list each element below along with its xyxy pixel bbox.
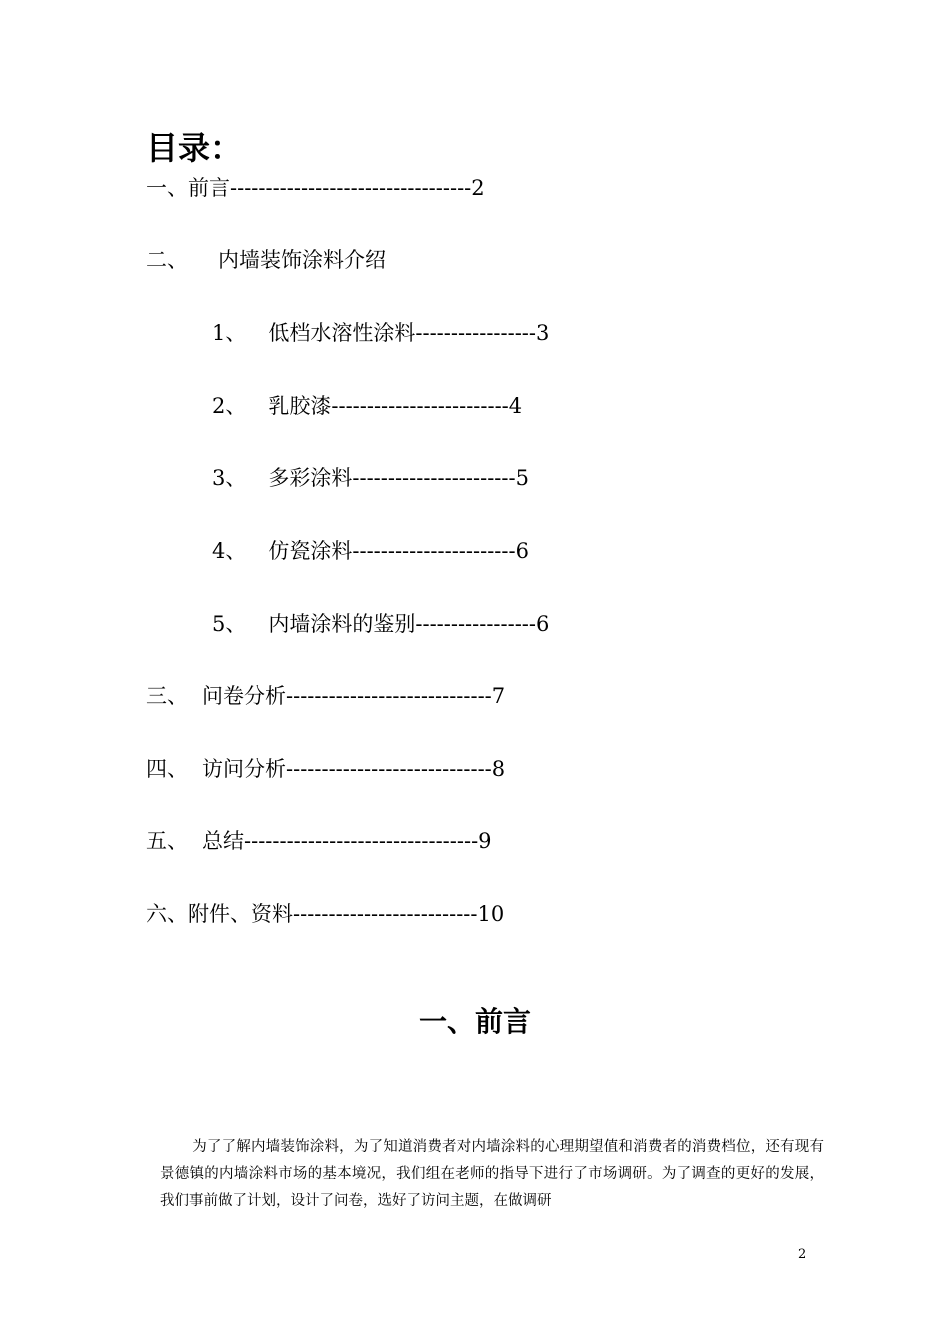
toc-entry-leader: -----------------------------	[286, 757, 492, 781]
toc-entry-page: 6	[515, 539, 529, 563]
toc-entry	[212, 464, 529, 492]
toc-entry-label: 访问分析	[202, 757, 286, 781]
toc-entry-number: 六、	[146, 902, 188, 926]
toc-entry-leader: ---------------------------------	[244, 829, 479, 853]
toc-entry-page: 10	[477, 902, 505, 926]
section-heading: 一、前言	[418, 1005, 531, 1038]
toc-entry-page: 8	[491, 757, 506, 781]
toc-entry	[146, 900, 504, 928]
toc-entry	[146, 246, 386, 274]
toc-entry-label: 低档水溶性涂料	[268, 321, 416, 345]
toc-entry-leader: -------------------------	[331, 394, 509, 418]
toc-entry	[146, 682, 505, 710]
toc-entry-label: 多彩涂料	[268, 466, 353, 490]
toc-entry	[212, 537, 529, 565]
toc-entry-number: 二、	[146, 248, 188, 272]
toc-entry-page: 9	[478, 829, 492, 853]
toc-entry-label: 附件、资料	[188, 902, 293, 926]
toc-entry-number: 三、	[146, 684, 188, 708]
toc-entry-page: 2	[471, 176, 485, 200]
toc-entry-leader: -----------------------	[352, 466, 516, 490]
toc-entry-leader: -----------------------------	[286, 684, 492, 708]
toc-entry	[212, 610, 549, 638]
toc-entry	[212, 392, 522, 420]
toc-entry-page: 3	[536, 321, 550, 345]
toc-entry-page: 5	[515, 466, 529, 490]
toc-entry-number: 1、	[212, 321, 247, 345]
toc-entry-page: 6	[536, 612, 550, 636]
toc-entry-page: 7	[491, 684, 506, 708]
toc-entry-leader: ----------------------------------	[230, 176, 472, 200]
toc-entry-number: 五、	[146, 829, 188, 853]
toc-entry-page: 4	[508, 394, 523, 418]
toc-entry-number: 4、	[212, 539, 247, 563]
toc-entry	[146, 174, 485, 202]
toc-entry-label: 总结	[202, 829, 244, 853]
toc-title: 目录：	[146, 129, 243, 167]
toc-entry-label: 仿瓷涂料	[268, 539, 353, 563]
toc-entry-leader: --------------------------	[293, 902, 478, 926]
body-paragraph-text: 为了了解内墙装饰涂料，为了知道消费者对内墙涂料的心理期望值和消费者的消费档位，还有现有景德镇的内墙涂料市场的基本境况，我们组在老师的指导下进行了市场调研。为了调查的更好的发展，我们事前做了计划，设计了问卷，选好了访问主题，在做调研	[160, 1139, 824, 1209]
toc-entry-number: 四、	[146, 757, 188, 781]
toc-entry-number: 3、	[212, 466, 247, 490]
toc-entry	[212, 319, 549, 347]
toc-entry-leader: -----------------	[415, 612, 537, 636]
toc-entry-number: 5、	[212, 612, 247, 636]
page-number: 2	[798, 1247, 807, 1262]
toc-entry-leader: -----------------	[415, 321, 537, 345]
toc-entry-leader: -----------------------	[352, 539, 516, 563]
toc-entry-label: 乳胶漆	[268, 394, 332, 418]
toc-entry-number: 2、	[212, 394, 247, 418]
toc-entry-label: 前言	[188, 176, 230, 200]
toc-entry-label: 内墙涂料的鉴别	[268, 612, 416, 636]
body-paragraph	[160, 1134, 824, 1215]
toc-entry-number: 一、	[146, 176, 188, 200]
toc-entry	[146, 755, 505, 783]
toc-entry-label: 问卷分析	[202, 684, 286, 708]
toc-entry	[146, 827, 492, 855]
toc-entry-label: 内墙装饰涂料介绍	[218, 248, 386, 272]
